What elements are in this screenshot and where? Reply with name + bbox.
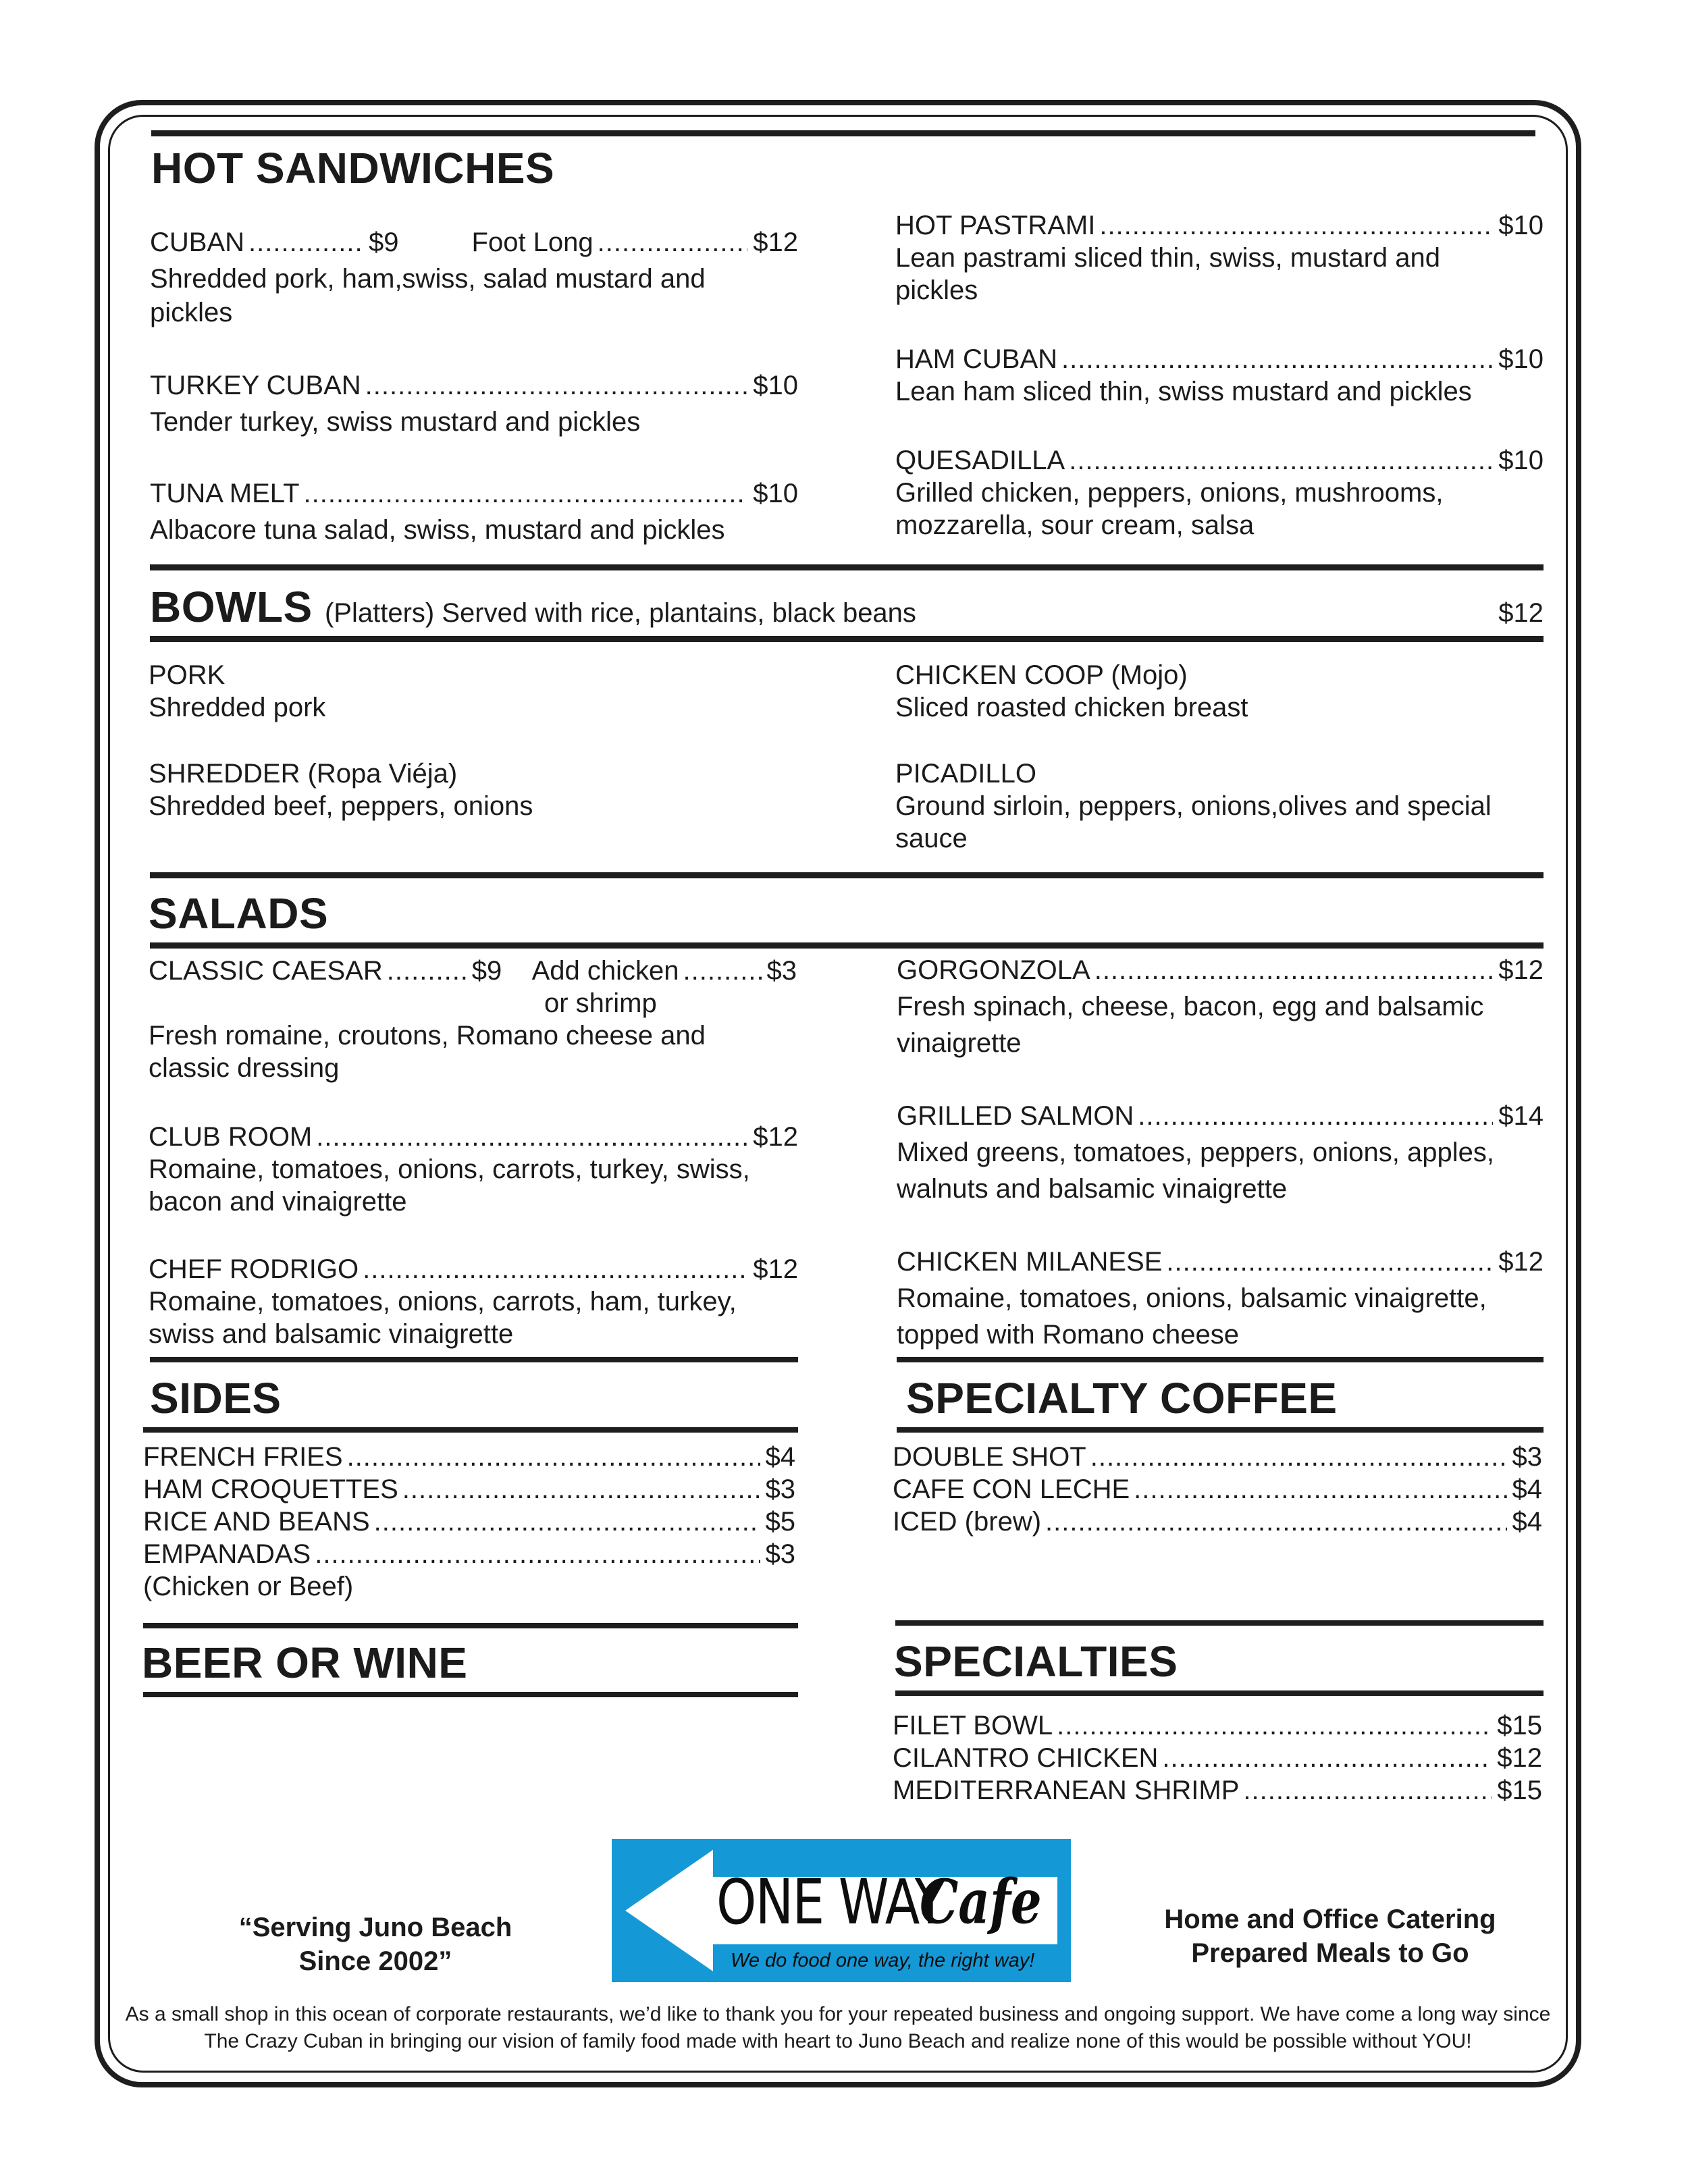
item-name: GRILLED SALMON	[897, 1101, 1134, 1131]
empanadas-note: (Chicken or Beef)	[143, 1572, 354, 1601]
top-rule	[151, 130, 1535, 136]
dot-leader	[1090, 1441, 1507, 1473]
item-description: Lean ham sliced thin, swiss mustard and pickles	[895, 377, 1472, 406]
item-price: $10	[753, 479, 798, 508]
item-name: EMPANADAS	[143, 1539, 311, 1569]
item-name: PICADILLO	[895, 759, 1036, 789]
item-price: $4	[765, 1442, 795, 1472]
addon-alt: or shrimp	[544, 988, 657, 1018]
item-name: TUNA MELT	[150, 479, 300, 508]
dot-leader	[1094, 953, 1494, 987]
logo-wordmark: ONE WAY	[716, 1866, 945, 1938]
item-description: Lean pastrami sliced thin, swiss, mustard and pickles	[895, 243, 1441, 305]
thank-you-line-1: As a small shop in this ocean of corporate restaurants, we’d like to thank you for your repeated business and ongoing support. We have come a long way since	[125, 2003, 1551, 2025]
item-price: $10	[1498, 344, 1544, 374]
item-name: PORK	[149, 660, 226, 690]
slogan-line-1: “Serving Juno Beach	[238, 1913, 512, 1942]
item-description: Romaine, tomatoes, onions, balsamic vinaigrette, topped with Romano cheese	[897, 1283, 1487, 1350]
dot-leader	[1243, 1774, 1492, 1807]
bowls-rule-top	[150, 564, 1544, 570]
dot-leader	[598, 225, 748, 259]
dot-leader	[1069, 444, 1493, 477]
bowls-price: $12	[1498, 598, 1544, 628]
slogan	[200, 1911, 551, 1978]
item-description: Shredded pork	[149, 693, 326, 722]
sides-item	[143, 1473, 795, 1506]
catering-info	[1121, 1902, 1539, 1970]
item-price: $12	[1498, 1247, 1544, 1277]
sides-list	[143, 1441, 795, 1603]
specialties-item	[893, 1742, 1542, 1774]
item-price: $10	[1498, 446, 1544, 475]
menu-item-cuban	[150, 225, 798, 329]
menu-item-shredder	[149, 757, 797, 822]
item-price: $10	[1498, 211, 1544, 240]
sides-item	[143, 1441, 795, 1473]
item-price: $3	[765, 1474, 795, 1504]
item-price: $12	[753, 1122, 798, 1152]
dot-leader	[365, 369, 748, 402]
dot-leader	[315, 1538, 760, 1570]
item-name: TURKEY CUBAN	[150, 371, 361, 400]
menu-item-turkey-cuban	[150, 369, 798, 439]
coffee-rule-top	[897, 1357, 1544, 1362]
item-name: HAM CUBAN	[895, 344, 1058, 374]
thank-you-note	[109, 2001, 1566, 2055]
item-price: $14	[1498, 1101, 1544, 1131]
item-name: FRENCH FRIES	[143, 1442, 343, 1472]
item-name: CILANTRO CHICKEN	[893, 1743, 1159, 1773]
salads-rule-top	[150, 872, 1544, 878]
item-description: Shredded pork, ham,swiss, salad mustard and pickles	[150, 264, 706, 327]
item-name: GORGONZOLA	[897, 955, 1090, 985]
bowls-title	[150, 582, 916, 632]
specialties-list	[893, 1709, 1542, 1807]
menu-item-quesadilla	[895, 444, 1544, 541]
sides-title: SIDES	[150, 1374, 282, 1422]
dot-leader	[363, 1253, 747, 1285]
bowls-rule-bottom	[150, 636, 1544, 642]
thank-you-line-2: The Crazy Cuban in bringing our vision of family food made with heart to Juno Beach and realize none of this would be possible without YOU!	[204, 2030, 1472, 2052]
dot-leader	[1134, 1473, 1506, 1506]
item-description: Fresh spinach, cheese, bacon, egg and balsamic vinaigrette	[897, 992, 1484, 1058]
slogan-line-2: Since 2002”	[298, 1946, 452, 1976]
item-name: CHEF RODRIGO	[149, 1254, 359, 1284]
item-name: MEDITERRANEAN SHRIMP	[893, 1776, 1240, 1805]
coffee-title: SPECIALTY COFFEE	[906, 1374, 1338, 1422]
item-name: CAFE CON LECHE	[893, 1474, 1130, 1504]
item-description: Fresh romaine, croutons, Romano cheese and classic dressing	[149, 1021, 706, 1083]
sides-item	[143, 1506, 795, 1538]
item-description: Grilled chicken, peppers, onions, mushrooms, mozzarella, sour cream, salsa	[895, 478, 1444, 540]
item-price: $12	[1497, 1743, 1542, 1773]
item-price: $3	[1512, 1442, 1542, 1472]
catering-line-1: Home and Office Catering	[1164, 1905, 1496, 1934]
salads-title: SALADS	[149, 889, 329, 938]
beer-wine-title: BEER OR WINE	[142, 1639, 468, 1687]
dot-leader	[683, 955, 762, 987]
dot-leader	[1057, 1709, 1492, 1742]
item-price: $12	[1498, 955, 1544, 985]
item-description: Sliced roasted chicken breast	[895, 693, 1248, 722]
item-price: $9	[369, 228, 399, 257]
salads-rule-bottom	[150, 942, 1544, 949]
menu-item-gorgonzola	[897, 953, 1544, 1061]
sides-rule-bottom	[143, 1427, 798, 1433]
dot-leader	[1166, 1245, 1493, 1279]
item-price: $9	[471, 956, 502, 986]
item-price: $15	[1497, 1776, 1542, 1805]
item-name: CHICKEN MILANESE	[897, 1247, 1163, 1277]
item-name: CLUB ROOM	[149, 1122, 313, 1152]
item-price: $3	[765, 1539, 795, 1569]
logo-tagline: We do food one way, the right way!	[731, 1950, 1035, 1971]
dot-leader	[1138, 1099, 1493, 1133]
catering-line-2: Prepared Meals to Go	[1191, 1938, 1469, 1968]
item-name: CUBAN	[150, 228, 245, 257]
item-description: Mixed greens, tomatoes, peppers, onions, apples, walnuts and balsamic vinaigrette	[897, 1138, 1494, 1204]
beer-wine-rule-bottom	[143, 1692, 798, 1697]
item-price: $15	[1497, 1711, 1542, 1740]
menu-item-chicken-coop	[895, 659, 1544, 724]
specialties-title: SPECIALTIES	[894, 1637, 1178, 1686]
hot-sandwiches-title: HOT SANDWICHES	[151, 144, 555, 192]
item-name: HOT PASTRAMI	[895, 211, 1096, 240]
item-name: ICED (brew)	[893, 1507, 1042, 1537]
coffee-item	[893, 1441, 1542, 1473]
dot-leader	[402, 1473, 760, 1506]
one-way-cafe-logo	[612, 1839, 1071, 1982]
item-name: HAM CROQUETTES	[143, 1474, 398, 1504]
menu-item-classic-caesar	[149, 955, 797, 1084]
item-price: $12	[753, 1254, 798, 1284]
addon-label: Add chicken	[531, 956, 679, 986]
bowls-title-text: BOWLS	[150, 583, 313, 631]
item-price: $10	[753, 371, 798, 400]
item-name: CHICKEN COOP (Mojo)	[895, 660, 1188, 690]
item-description: Romaine, tomatoes, onions, carrots, ham, turkey, swiss and balsamic vinaigrette	[149, 1287, 737, 1349]
footlong-price: $12	[753, 228, 798, 257]
specialties-item	[893, 1709, 1542, 1742]
dot-leader	[304, 477, 748, 510]
dot-leader	[1099, 209, 1493, 242]
dot-leader	[316, 1121, 747, 1153]
dot-leader	[1061, 343, 1493, 375]
item-name: QUESADILLA	[895, 446, 1065, 475]
item-price: $4	[1512, 1474, 1542, 1504]
menu-item-tuna-melt	[150, 477, 798, 547]
sides-rule-top	[150, 1357, 798, 1362]
item-description: Romaine, tomatoes, onions, carrots, turkey, swiss, bacon and vinaigrette	[149, 1154, 750, 1217]
menu-item-grilled-salmon	[897, 1099, 1544, 1207]
addon-price: $3	[766, 956, 797, 986]
item-name: FILET BOWL	[893, 1711, 1053, 1740]
specialties-item	[893, 1774, 1542, 1807]
item-price: $5	[765, 1507, 795, 1537]
item-name: DOUBLE SHOT	[893, 1442, 1086, 1472]
beer-wine-rule-top	[143, 1623, 798, 1628]
menu-item-hot-pastrami	[895, 209, 1544, 307]
item-name: RICE AND BEANS	[143, 1507, 370, 1537]
logo-cafe-script: Cafe	[920, 1866, 1042, 1938]
specialties-rule-top	[895, 1620, 1544, 1626]
dot-leader	[374, 1506, 760, 1538]
item-description: Tender turkey, swiss mustard and pickles	[150, 407, 641, 437]
menu-item-ham-cuban	[895, 343, 1544, 408]
sides-item	[143, 1538, 795, 1570]
dot-leader	[1162, 1742, 1492, 1774]
menu-item-chicken-milanese	[897, 1245, 1544, 1353]
dot-leader	[248, 225, 363, 259]
item-name: CLASSIC CAESAR	[149, 956, 383, 986]
menu-item-club-room	[149, 1121, 798, 1218]
dot-leader	[347, 1441, 760, 1473]
menu-item-pork	[149, 659, 797, 724]
item-price: $4	[1512, 1507, 1542, 1537]
item-description: Albacore tuna salad, swiss, mustard and pickles	[150, 515, 725, 545]
bowls-subtitle: (Platters) Served with rice, plantains, black beans	[324, 598, 916, 628]
coffee-item	[893, 1506, 1542, 1538]
coffee-rule-bottom	[897, 1427, 1544, 1433]
item-description: Shredded beef, peppers, onions	[149, 791, 533, 821]
dot-leader	[387, 955, 467, 987]
item-description: Ground sirloin, peppers, onions,olives and special sauce	[895, 791, 1492, 853]
specialties-rule-bottom	[895, 1690, 1544, 1696]
dot-leader	[1045, 1506, 1506, 1538]
coffee-list	[893, 1441, 1542, 1538]
coffee-item	[893, 1473, 1542, 1506]
menu-item-picadillo	[895, 757, 1544, 855]
footlong-label: Foot Long	[471, 228, 594, 257]
item-name: SHREDDER (Ropa Viéja)	[149, 759, 458, 789]
menu-item-chef-rodrigo	[149, 1253, 798, 1350]
